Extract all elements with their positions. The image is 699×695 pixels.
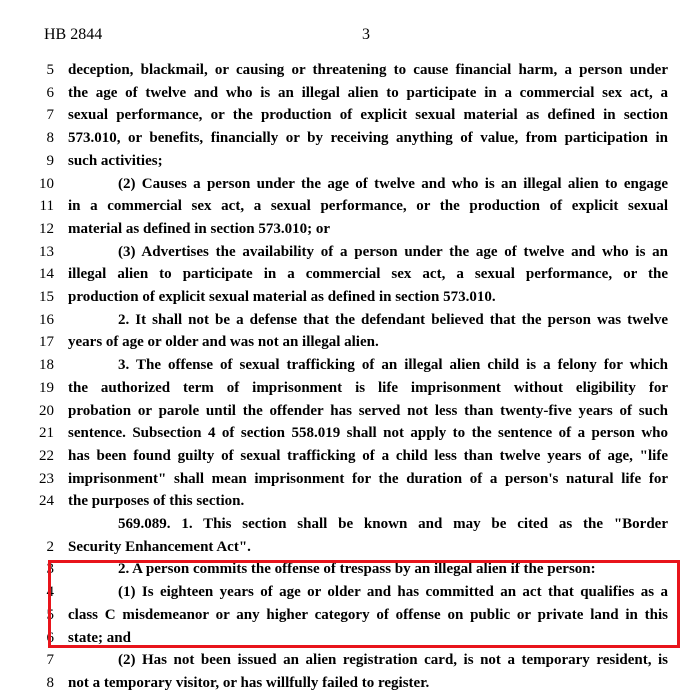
text-line bbox=[0, 445, 699, 468]
text-line bbox=[0, 354, 699, 377]
line-number: 15 bbox=[39, 289, 54, 305]
line-number: 23 bbox=[39, 470, 54, 487]
line-text: sentence. Subsection 4 of section 558.019 shall not apply to the sentence of a person who bbox=[68, 425, 668, 442]
line-text: the authorized term of imprisonment is life imprisonment without eligibility for bbox=[68, 379, 668, 396]
line-number: 9 bbox=[46, 152, 54, 169]
bill-number: HB 2844 bbox=[44, 26, 103, 43]
text-line bbox=[0, 513, 699, 536]
text-line bbox=[0, 59, 699, 82]
text-line bbox=[0, 422, 699, 445]
line-number: 7 bbox=[46, 107, 54, 124]
text-line bbox=[0, 218, 699, 241]
line-text: imprisonment" shall mean imprisonment for the duration of a person's natural life for bbox=[68, 470, 668, 487]
text-line bbox=[0, 150, 699, 173]
line-text: (2) Causes a person under the age of twelve and who is an illegal alien to engage bbox=[118, 175, 668, 192]
line-text: such activities; bbox=[68, 152, 163, 169]
line-number: 5 bbox=[46, 62, 54, 78]
line-text: not a temporary visitor, or has willfully failed to register. bbox=[68, 674, 430, 691]
line-text: Security Enhancement Act". bbox=[68, 538, 251, 555]
line-number: 16 bbox=[39, 311, 54, 328]
line-number: 3 bbox=[46, 561, 54, 578]
line-text: material as defined in section 573.010; or bbox=[68, 220, 331, 237]
text-line bbox=[0, 558, 699, 581]
line-number: 18 bbox=[39, 357, 54, 374]
text-line bbox=[0, 400, 699, 423]
text-line bbox=[0, 241, 699, 264]
line-text: class C misdemeanor or any higher category of offense on public or private land in this bbox=[68, 606, 668, 623]
text-line bbox=[0, 377, 699, 400]
line-number: 24 bbox=[39, 493, 54, 510]
line-number: 12 bbox=[39, 220, 54, 237]
line-text: years of age or older and was not an illegal alien. bbox=[68, 334, 379, 351]
text-line bbox=[0, 604, 699, 627]
text-line bbox=[0, 536, 699, 559]
line-number: 19 bbox=[39, 379, 54, 396]
line-number: 6 bbox=[46, 84, 54, 101]
line-number: 8 bbox=[46, 674, 54, 691]
line-text: deception, blackmail, or causing or threatening to cause financial harm, a person under bbox=[68, 62, 668, 78]
line-text: (1) Is eighteen years of age or older and has committed an act that qualifies as a bbox=[118, 584, 668, 601]
line-text: state; and bbox=[68, 629, 131, 646]
line-text: the age of twelve and who is an illegal alien to participate in a commercial sex act, a bbox=[68, 84, 668, 101]
text-line bbox=[0, 173, 699, 196]
line-text: the purposes of this section. bbox=[68, 493, 245, 510]
line-text: has been found guilty of sexual trafficking of a child less than twelve years of age, "life bbox=[68, 447, 668, 464]
text-line bbox=[0, 309, 699, 332]
text-line bbox=[0, 263, 699, 286]
text-line bbox=[0, 581, 699, 604]
line-text: (2) Has not been issued an alien registration card, is not a temporary resident, is bbox=[118, 652, 668, 669]
line-number: 10 bbox=[39, 175, 54, 192]
line-number: 22 bbox=[39, 447, 54, 464]
text-line bbox=[0, 468, 699, 491]
text-line bbox=[0, 82, 699, 105]
line-number: 5 bbox=[46, 606, 54, 623]
text-line bbox=[0, 286, 699, 309]
line-number: 21 bbox=[39, 425, 54, 442]
text-line bbox=[0, 672, 699, 695]
line-number: 14 bbox=[39, 266, 54, 283]
text-line bbox=[0, 490, 699, 513]
line-text: (3) Advertises the availability of a person under the age of twelve and who is an bbox=[118, 243, 668, 260]
text-line bbox=[0, 127, 699, 150]
line-text: 573.010, or benefits, financially or by receiving anything of value, from participation in bbox=[68, 130, 668, 147]
line-text: probation or parole until the offender has served not less than twenty-five years of such bbox=[68, 402, 668, 419]
line-number: 2 bbox=[46, 538, 54, 555]
line-text: sexual performance, or the production of explicit sexual material as defined in section bbox=[68, 107, 668, 124]
line-number: 8 bbox=[46, 130, 54, 147]
text-line bbox=[0, 649, 699, 672]
line-text: 2. A person commits the offense of trespass by an illegal alien if the person: bbox=[118, 561, 596, 578]
text-line bbox=[0, 104, 699, 127]
line-text: in a commercial sex act, a sexual performance, or the production of explicit sexual bbox=[68, 198, 668, 215]
line-number: 6 bbox=[46, 629, 54, 646]
line-number: 4 bbox=[46, 584, 54, 601]
line-text: 3. The offense of sexual trafficking of an illegal alien child is a felony for which bbox=[118, 357, 668, 374]
text-line bbox=[0, 627, 699, 650]
line-number: 11 bbox=[39, 198, 54, 215]
line-text: 569.089. 1. This section shall be known and may be cited as the "Border bbox=[118, 516, 668, 532]
line-number: 20 bbox=[39, 402, 54, 419]
line-text: 2. It shall not be a defense that the defendant believed that the person was twelve bbox=[118, 311, 668, 328]
line-number: 7 bbox=[46, 652, 54, 669]
text-line bbox=[0, 195, 699, 218]
text-line bbox=[0, 331, 699, 354]
line-text: illegal alien to participate in a commercial sex act, a sexual performance, or the bbox=[68, 266, 668, 283]
page-number: 3 bbox=[362, 26, 370, 43]
line-text: production of explicit sexual material as defined in section 573.010. bbox=[68, 289, 496, 305]
line-number: 13 bbox=[39, 243, 54, 260]
line-number: 17 bbox=[39, 334, 54, 351]
